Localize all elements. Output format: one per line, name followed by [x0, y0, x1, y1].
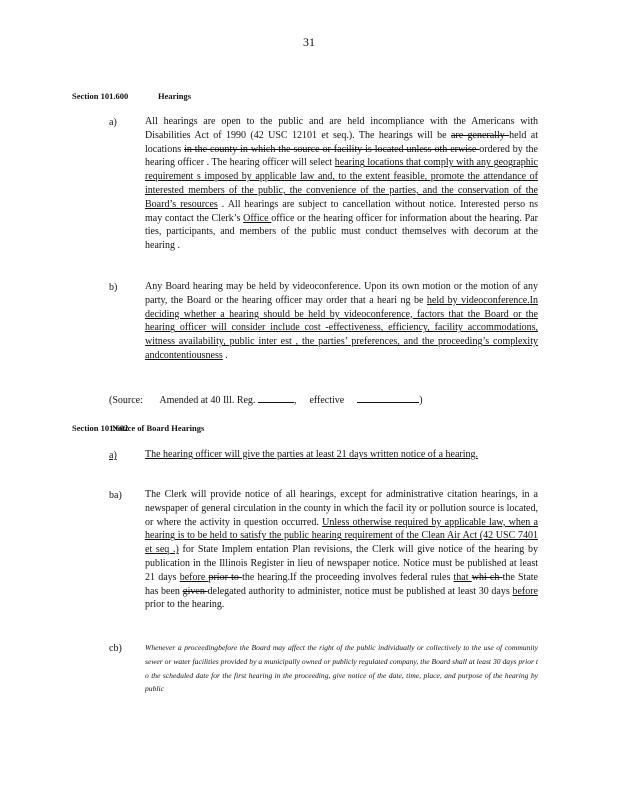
text-run: the hearing.If the proceeding involves federal rules: [242, 571, 454, 583]
subsection-b-text: [145, 488, 538, 612]
deleted-text: whi ch: [471, 571, 503, 583]
deleted-text: are generally: [450, 129, 510, 141]
text-run: Whenever a proceedingbefore the Board may affect the right of the public individually or collectively to the use of community sewer or water facilities provided by a municipally owned or publicly regulated company, the Board shall at least 30 days prior t o the scheduled date for the first hearing in the proceeding, give notice of the date, time, place, and purpose of the hearing by public: [145, 643, 538, 694]
page-number: 31: [303, 35, 315, 49]
text-run: All hearings are open to the public and are held incompliance with the Americans with Disabilities Act of 1990 (42 USC 12101 et seq.). The hearings will be: [145, 116, 538, 141]
inserted-text: that: [453, 571, 472, 583]
subsection-c-text: [145, 641, 538, 696]
text-run: ordered by the hearing officer . The hearing officer will select: [145, 143, 538, 169]
subsection-label-c: cb): [109, 643, 122, 654]
inserted-text: Office: [243, 212, 272, 224]
source-blank-register: [258, 392, 294, 403]
text-run: for State Implem entation Plan revisions, the Clerk will give notice of the hearing by publication in the Illinois Register in lieu of newspaper notice. Notice must be published at least 21 days: [145, 544, 538, 583]
subsection-label-a: a): [109, 450, 117, 461]
inserted-text: before: [512, 585, 538, 597]
text-run: Any Board hearing may be held by videoconference. Upon its own motion or the motion of any party, the Board or the hearing officer may order that a heari ng be: [145, 281, 538, 306]
text-run: The Clerk will provide notice of all hearings, except for administrative citation hearings, in a newspaper of general circulation in the county in which the facil ity or pollution source is located, or where the activity in question occurred.: [145, 489, 538, 528]
deleted-text: in the county in which the source or facility is located unless oth erwise: [184, 143, 480, 155]
inserted-text: hearing locations that comply with any geographic requirement s imposed by applicable law and, to the extent feasible, promote the attendance of interested members of the public, the convenience of the parties, and the conservation of the Board’s resources: [145, 157, 538, 210]
text-run: . All hearings are subject to cancellation without notice. Interested perso ns may contact the Clerk’s: [145, 198, 538, 224]
source-text: Amended at 40 Ill. Reg.: [159, 395, 256, 406]
subsection-label-b: ba): [109, 490, 122, 501]
subsection-a-text: [145, 448, 538, 462]
deleted-text: given: [182, 585, 208, 597]
text-run: the State has been: [145, 571, 538, 597]
inserted-text: held by videoconference.In deciding whether a hearing should be held by videoconference, factors that the Board or the hearing officer will consider include cost -effectiveness, efficiency, facility accommodations, witness availability, public inter est , the parties’ preferences, and the proceeding’s complexity andcontentiousness: [145, 294, 538, 361]
source-note: [109, 392, 423, 406]
section-number: Section 101.602: [72, 423, 129, 433]
text-run: prior to the hearing.: [145, 599, 225, 611]
section-title: Hearings: [158, 91, 192, 101]
source-label: (Source:: [109, 395, 143, 406]
inserted-text: before: [179, 571, 209, 583]
source-effective: effective: [309, 395, 345, 406]
text-run: held at locations: [145, 129, 538, 155]
text-run: office or the hearing officer for information about the hearing. Par ties, participants, and members of the public must conduct themselves with decorum at the hearing .: [145, 212, 538, 252]
subsection-label-a: a): [109, 117, 117, 128]
inserted-text: The hearing officer will give the parties at least 21 days written notice of a hearing.: [145, 449, 479, 460]
subsection-a-text: [145, 115, 538, 253]
section-number: Section 101.600: [72, 91, 129, 101]
text-run: .: [222, 349, 228, 361]
text-run: delegated authority to administer, notice must be published at least 30 days: [207, 585, 513, 597]
source-blank-date: [357, 392, 419, 403]
source-comma: ,: [293, 395, 297, 406]
inserted-text: Unless otherwise required by applicable law, when a hearing is to be held to satisfy the public hearing requirement of the Clean Air Act (42 USC 7401 et seq .): [145, 516, 539, 556]
section-title: Notice of Board Hearings: [112, 423, 205, 433]
subsection-label-b: b): [109, 282, 118, 293]
deleted-text: prior to: [208, 571, 243, 583]
source-close: ): [419, 395, 423, 406]
subsection-b-text: [145, 280, 538, 363]
